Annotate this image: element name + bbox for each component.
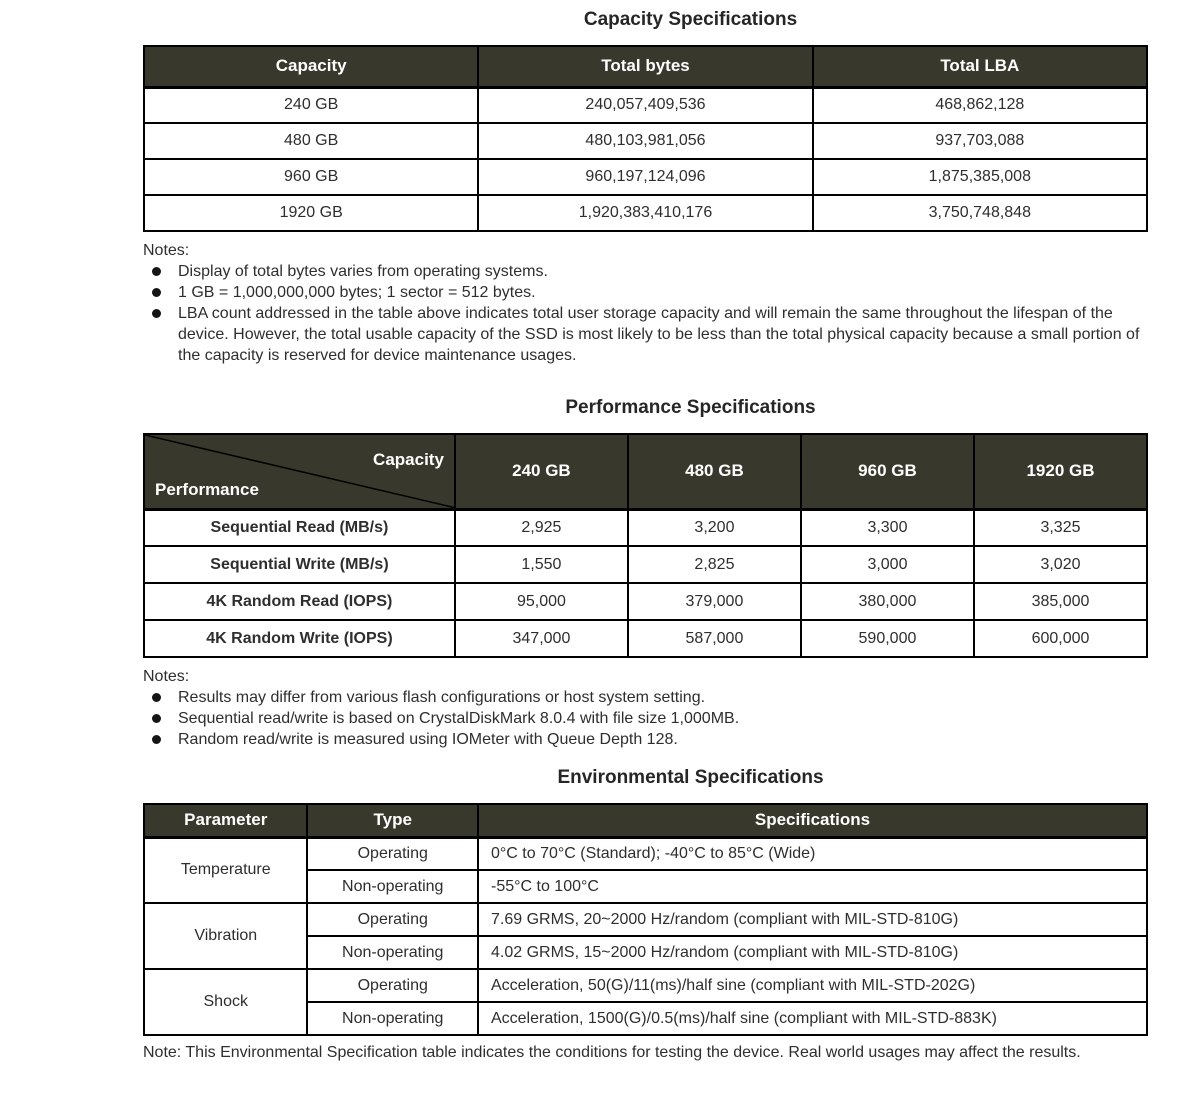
capacity-1920gb-header: 1920 GB	[974, 434, 1147, 509]
specifications-column-header: Specifications	[478, 804, 1147, 837]
value-cell: 3,020	[974, 546, 1147, 583]
bullet-icon	[152, 288, 161, 297]
note-item	[143, 261, 1148, 282]
total-bytes-cell: 960,197,124,096	[478, 159, 812, 195]
type-cell: Operating	[307, 837, 478, 870]
performance-table-header-row	[144, 434, 1147, 509]
note-text: Random read/write is measured using IOMeter with Queue Depth 128.	[178, 731, 678, 748]
capacity-cell: 240 GB	[144, 87, 478, 123]
table-row	[144, 123, 1147, 159]
type-cell: Non-operating	[307, 936, 478, 969]
environmental-table	[143, 803, 1148, 1036]
value-cell: 2,925	[455, 509, 628, 546]
environmental-footnote: Note: This Environmental Specification table indicates the conditions for testing the device. Real world usages may affect the results.	[143, 1044, 1081, 1061]
spec-document	[143, 0, 1148, 1063]
total-lba-cell: 937,703,088	[813, 123, 1147, 159]
parameter-cell: Shock	[144, 969, 307, 1035]
bullet-icon	[152, 693, 161, 702]
table-row	[144, 509, 1147, 546]
performance-notes	[143, 666, 1148, 750]
note-text: Sequential read/write is based on CrystalDiskMark 8.0.4 with file size 1,000MB.	[178, 710, 740, 727]
type-cell: Non-operating	[307, 1002, 478, 1035]
environmental-table-header-row	[144, 804, 1147, 837]
table-row	[144, 546, 1147, 583]
type-cell: Operating	[307, 903, 478, 936]
bullet-icon	[152, 267, 161, 276]
spec-cell: 7.69 GRMS, 20~2000 Hz/random (compliant with MIL-STD-810G)	[478, 903, 1147, 936]
note-text: LBA count addressed in the table above indicates total user storage capacity and will remain the same throughout the lifespan of the device. However, the total usable capacity of the SSD is most likely to be less than the total physical capacity because a small portion of the capacity is reserved for device maintenance usages.	[178, 305, 1140, 364]
note-item	[143, 708, 1148, 729]
value-cell: 3,300	[801, 509, 974, 546]
type-column-header: Type	[307, 804, 478, 837]
table-row	[144, 903, 1147, 936]
capacity-notes	[143, 240, 1148, 366]
capacity-cell: 1920 GB	[144, 195, 478, 231]
value-cell: 3,000	[801, 546, 974, 583]
table-row	[144, 837, 1147, 870]
row-label: Sequential Read (MB/s)	[144, 509, 455, 546]
capacity-960gb-header: 960 GB	[801, 434, 974, 509]
bullet-icon	[152, 714, 161, 723]
capacity-column-header: Capacity	[144, 46, 478, 87]
spec-cell: Acceleration, 50(G)/11(ms)/half sine (compliant with MIL-STD-202G)	[478, 969, 1147, 1002]
note-item	[143, 282, 1148, 303]
parameter-cell: Temperature	[144, 837, 307, 903]
table-row	[144, 195, 1147, 231]
row-label: Sequential Write (MB/s)	[144, 546, 455, 583]
value-cell: 347,000	[455, 620, 628, 657]
value-cell: 590,000	[801, 620, 974, 657]
type-cell: Operating	[307, 969, 478, 1002]
note-item	[143, 303, 1148, 366]
bullet-icon	[152, 309, 161, 318]
total-lba-column-header: Total LBA	[813, 46, 1147, 87]
value-cell: 385,000	[974, 583, 1147, 620]
parameter-column-header: Parameter	[144, 804, 307, 837]
total-bytes-cell: 240,057,409,536	[478, 87, 812, 123]
value-cell: 3,325	[974, 509, 1147, 546]
total-lba-cell: 3,750,748,848	[813, 195, 1147, 231]
total-lba-cell: 468,862,128	[813, 87, 1147, 123]
total-bytes-cell: 480,103,981,056	[478, 123, 812, 159]
note-text: Results may differ from various flash configurations or host system setting.	[178, 689, 706, 706]
capacity-240gb-header: 240 GB	[455, 434, 628, 509]
capacity-cell: 480 GB	[144, 123, 478, 159]
notes-label: Notes:	[143, 242, 190, 259]
capacity-table	[143, 45, 1148, 232]
type-cell: Non-operating	[307, 870, 478, 903]
performance-section-title: Performance Specifications	[565, 397, 816, 418]
total-bytes-cell: 1,920,383,410,176	[478, 195, 812, 231]
capacity-cell: 960 GB	[144, 159, 478, 195]
table-row	[144, 583, 1147, 620]
note-text: 1 GB = 1,000,000,000 bytes; 1 sector = 512 bytes.	[178, 284, 536, 301]
note-item	[143, 729, 1148, 750]
row-label: 4K Random Write (IOPS)	[144, 620, 455, 657]
parameter-cell: Vibration	[144, 903, 307, 969]
capacity-480gb-header: 480 GB	[628, 434, 801, 509]
value-cell: 379,000	[628, 583, 801, 620]
value-cell: 1,550	[455, 546, 628, 583]
spec-cell: 0°C to 70°C (Standard); -40°C to 85°C (Wide)	[478, 837, 1147, 870]
value-cell: 600,000	[974, 620, 1147, 657]
value-cell: 95,000	[455, 583, 628, 620]
spec-cell: Acceleration, 1500(G)/0.5(ms)/half sine (compliant with MIL-STD-883K)	[478, 1002, 1147, 1035]
table-row	[144, 87, 1147, 123]
value-cell: 587,000	[628, 620, 801, 657]
value-cell: 2,825	[628, 546, 801, 583]
table-row	[144, 159, 1147, 195]
capacity-section-title: Capacity Specifications	[583, 9, 798, 30]
note-text: Display of total bytes varies from operating systems.	[178, 263, 548, 280]
row-label: 4K Random Read (IOPS)	[144, 583, 455, 620]
notes-label: Notes:	[143, 668, 190, 685]
corner-capacity-label: Capacity	[373, 450, 444, 469]
environmental-section-title: Environmental Specifications	[557, 767, 824, 788]
value-cell: 3,200	[628, 509, 801, 546]
note-item	[143, 687, 1148, 708]
table-row	[144, 969, 1147, 1002]
corner-performance-label: Performance	[155, 479, 259, 499]
spec-cell: 4.02 GRMS, 15~2000 Hz/random (compliant with MIL-STD-810G)	[478, 936, 1147, 969]
table-row	[144, 620, 1147, 657]
spec-cell: -55°C to 100°C	[478, 870, 1147, 903]
total-lba-cell: 1,875,385,008	[813, 159, 1147, 195]
diagonal-corner-header	[144, 434, 455, 509]
value-cell: 380,000	[801, 583, 974, 620]
bullet-icon	[152, 735, 161, 744]
total-bytes-column-header: Total bytes	[478, 46, 812, 87]
capacity-table-header-row	[144, 46, 1147, 87]
performance-table	[143, 433, 1148, 658]
